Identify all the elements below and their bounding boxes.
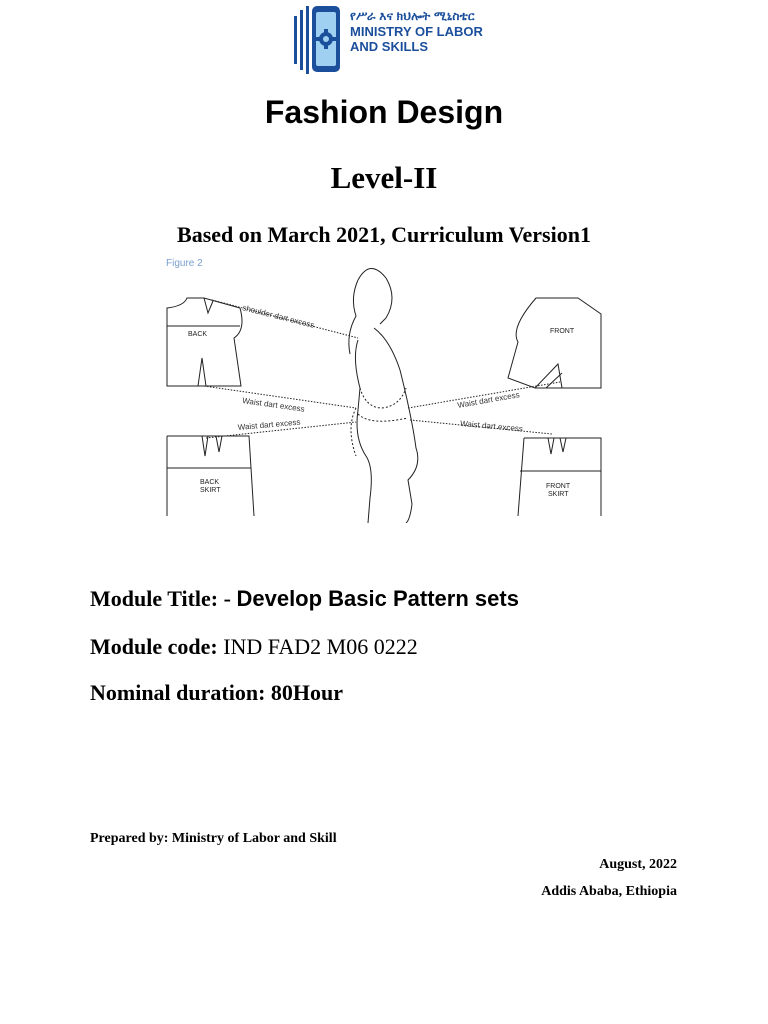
nominal-duration-line <box>90 680 343 706</box>
dress-form-silhouette <box>349 268 418 523</box>
logo-text <box>350 10 483 54</box>
page-title: Fashion Design <box>264 94 504 130</box>
front-skirt-label-2: SKIRT <box>548 491 569 498</box>
waist-dart-left-lower-label: Waist dart excess <box>237 417 301 432</box>
module-title-value: Develop Basic Pattern sets <box>236 586 519 611</box>
dart-excess-figure <box>160 258 605 523</box>
ministry-emblem-icon <box>292 4 348 76</box>
module-title-label: Module Title: - <box>90 586 231 611</box>
dart-guide-lines <box>204 300 560 438</box>
front-label: FRONT <box>550 328 575 335</box>
figure-caption: Figure 2 <box>166 258 203 269</box>
back-bodice-pattern <box>167 298 242 386</box>
curriculum-version: Based on March 2021, Curriculum Version1 <box>177 222 591 247</box>
back-skirt-pattern <box>167 436 254 516</box>
logo-english-line2: AND SKILLS <box>350 39 428 55</box>
module-title-line <box>90 586 519 612</box>
logo-english-line1: MINISTRY OF LABOR <box>350 23 483 39</box>
publication-place: Addis Ababa, Ethiopia <box>541 884 677 899</box>
front-skirt-label-1: FRONT <box>546 483 571 490</box>
waist-dart-right-lower-label: Waist dart excess <box>459 419 524 434</box>
level-heading: Level-II <box>330 160 438 195</box>
module-code-value: IND FAD2 M06 0222 <box>223 634 418 659</box>
front-skirt-pattern <box>518 438 601 516</box>
nominal-duration-value: 80Hour <box>270 680 344 705</box>
module-code-line <box>90 634 418 660</box>
front-bodice-pattern <box>508 298 601 388</box>
publication-date: August, 2022 <box>599 857 677 872</box>
back-skirt-label-2: SKIRT <box>200 487 221 494</box>
nominal-duration-label: Nominal duration: <box>90 680 266 705</box>
prepared-by: Prepared by: Ministry of Labor and Skill <box>90 831 337 846</box>
module-code-label: Module code: <box>90 634 218 659</box>
back-skirt-label-1: BACK <box>200 479 220 486</box>
waist-dart-left-label: Waist dart excess <box>241 396 306 414</box>
back-label: BACK <box>188 331 208 338</box>
shoulder-dart-label: shoulder dart excess <box>241 303 316 330</box>
waist-dart-right-label: Waist dart excess <box>456 390 521 410</box>
ministry-logo <box>292 4 483 76</box>
logo-amharic: የሥራ እና ክህሎት ሚኒስቴር <box>350 9 475 23</box>
